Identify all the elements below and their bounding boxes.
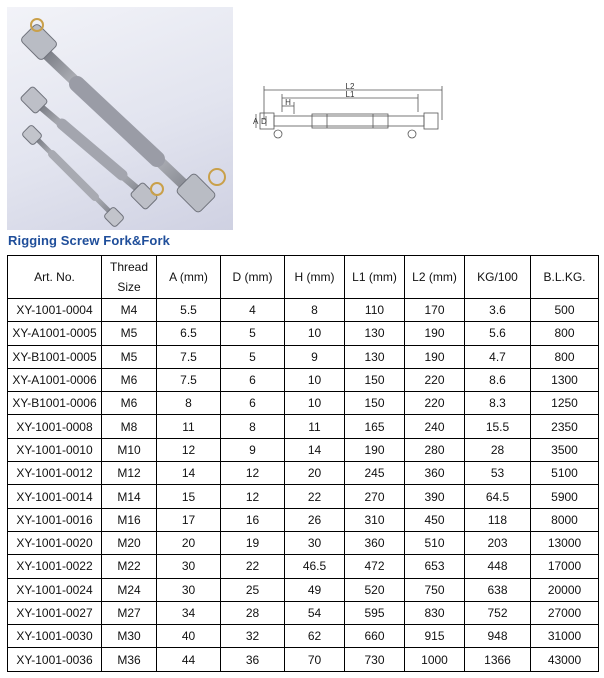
table-cell: 800: [531, 345, 599, 368]
table-cell: 520: [345, 578, 405, 601]
table-cell: 310: [345, 508, 405, 531]
table-cell: M12: [102, 462, 157, 485]
table-cell: 190: [345, 438, 405, 461]
table-cell: 595: [345, 601, 405, 624]
table-cell: M36: [102, 648, 157, 671]
table-cell: 20: [157, 531, 221, 554]
table-cell: 30: [157, 578, 221, 601]
table-cell: 750: [405, 578, 465, 601]
table-cell: 638: [465, 578, 531, 601]
table-cell: 360: [405, 462, 465, 485]
table-cell: XY-B1001-0006: [8, 392, 102, 415]
table-cell: 9: [221, 438, 285, 461]
table-cell: 5: [221, 322, 285, 345]
table-cell: XY-1001-0020: [8, 531, 102, 554]
product-photo: [7, 7, 233, 230]
table-cell: 270: [345, 485, 405, 508]
table-cell: M20: [102, 531, 157, 554]
table-cell: XY-1001-0024: [8, 578, 102, 601]
table-cell: XY-1001-0004: [8, 299, 102, 322]
column-header-text: B.L.KG.: [543, 270, 586, 284]
table-cell: 49: [285, 578, 345, 601]
table-cell: 22: [285, 485, 345, 508]
table-cell: 12: [157, 438, 221, 461]
table-cell: 5900: [531, 485, 599, 508]
table-cell: 16: [221, 508, 285, 531]
table-cell: 8.3: [465, 392, 531, 415]
table-cell: 752: [465, 601, 531, 624]
table-cell: 36: [221, 648, 285, 671]
table-row: [8, 299, 599, 322]
table-cell: 22: [221, 555, 285, 578]
table-cell: 20000: [531, 578, 599, 601]
table-cell: 220: [405, 392, 465, 415]
table-cell: M24: [102, 578, 157, 601]
column-header: [221, 256, 285, 299]
table-cell: 150: [345, 368, 405, 391]
table-cell: 27000: [531, 601, 599, 624]
column-header-text: L2 (mm): [412, 270, 457, 284]
table-cell: 10: [285, 368, 345, 391]
table-cell: 19: [221, 531, 285, 554]
table-cell: 245: [345, 462, 405, 485]
table-cell: 190: [405, 322, 465, 345]
table-cell: 5100: [531, 462, 599, 485]
column-header: [285, 256, 345, 299]
column-header-text: Size: [117, 280, 141, 294]
table-cell: XY-A1001-0006: [8, 368, 102, 391]
table-row: [8, 485, 599, 508]
table-cell: 2350: [531, 415, 599, 438]
table-cell: 653: [405, 555, 465, 578]
table-cell: 915: [405, 625, 465, 648]
specification-table: [7, 255, 599, 672]
table-cell: 62: [285, 625, 345, 648]
table-cell: 948: [465, 625, 531, 648]
table-cell: 190: [405, 345, 465, 368]
table-cell: 70: [285, 648, 345, 671]
table-row: [8, 531, 599, 554]
table-cell: 28: [221, 601, 285, 624]
table-cell: 6: [221, 392, 285, 415]
column-header: [8, 256, 102, 299]
product-title: Rigging Screw Fork&Fork: [8, 233, 170, 248]
table-header-row: [8, 256, 599, 299]
table-cell: 44: [157, 648, 221, 671]
table-cell: 5: [221, 345, 285, 368]
table-cell: 64.5: [465, 485, 531, 508]
table-cell: M16: [102, 508, 157, 531]
table-cell: XY-1001-0014: [8, 485, 102, 508]
table-cell: XY-1001-0010: [8, 438, 102, 461]
table-cell: XY-A1001-0005: [8, 322, 102, 345]
table-cell: 7.5: [157, 345, 221, 368]
table-cell: 830: [405, 601, 465, 624]
table-cell: M8: [102, 415, 157, 438]
table-cell: 6.5: [157, 322, 221, 345]
table-cell: 1000: [405, 648, 465, 671]
rigging-screw-schematic: [252, 82, 444, 142]
table-row: [8, 438, 599, 461]
table-cell: XY-1001-0008: [8, 415, 102, 438]
table-row: [8, 345, 599, 368]
table-cell: 26: [285, 508, 345, 531]
table-cell: M22: [102, 555, 157, 578]
table-cell: M5: [102, 345, 157, 368]
table-cell: 20: [285, 462, 345, 485]
table-cell: 6: [221, 368, 285, 391]
table-cell: 8000: [531, 508, 599, 531]
table-cell: 53: [465, 462, 531, 485]
table-row: [8, 648, 599, 671]
table-cell: 170: [405, 299, 465, 322]
table-cell: 448: [465, 555, 531, 578]
table-row: [8, 462, 599, 485]
table-row: [8, 601, 599, 624]
table-cell: XY-B1001-0005: [8, 345, 102, 368]
column-header: [465, 256, 531, 299]
table-cell: 3500: [531, 438, 599, 461]
table-row: [8, 415, 599, 438]
column-header: [102, 256, 157, 299]
column-header: [345, 256, 405, 299]
table-cell: 10: [285, 392, 345, 415]
table-cell: M30: [102, 625, 157, 648]
table-cell: 8: [285, 299, 345, 322]
table-cell: 8: [221, 415, 285, 438]
table-cell: 390: [405, 485, 465, 508]
table-row: [8, 508, 599, 531]
column-header-text: KG/100: [477, 270, 518, 284]
table-cell: 46.5: [285, 555, 345, 578]
table-cell: 34: [157, 601, 221, 624]
table-cell: M4: [102, 299, 157, 322]
table-cell: 14: [157, 462, 221, 485]
table-cell: M5: [102, 322, 157, 345]
table-cell: 203: [465, 531, 531, 554]
table-cell: 130: [345, 322, 405, 345]
table-cell: 15.5: [465, 415, 531, 438]
table-cell: XY-1001-0022: [8, 555, 102, 578]
table-cell: 220: [405, 368, 465, 391]
table-cell: 32: [221, 625, 285, 648]
table-row: [8, 322, 599, 345]
table-cell: 8: [157, 392, 221, 415]
table-cell: XY-1001-0016: [8, 508, 102, 531]
column-header-text: A (mm): [169, 270, 208, 284]
table-cell: 1366: [465, 648, 531, 671]
table-cell: XY-1001-0030: [8, 625, 102, 648]
table-cell: 165: [345, 415, 405, 438]
column-header-text: H (mm): [294, 270, 335, 284]
table-row: [8, 555, 599, 578]
table-cell: 10: [285, 322, 345, 345]
table-cell: M14: [102, 485, 157, 508]
table-cell: 800: [531, 322, 599, 345]
table-cell: 28: [465, 438, 531, 461]
table-cell: 500: [531, 299, 599, 322]
table-cell: 17000: [531, 555, 599, 578]
table-cell: 8.6: [465, 368, 531, 391]
table-body: [8, 299, 599, 672]
table-cell: 13000: [531, 531, 599, 554]
table-cell: 12: [221, 485, 285, 508]
column-header-text: D (mm): [232, 270, 273, 284]
table-cell: 130: [345, 345, 405, 368]
table-cell: 9: [285, 345, 345, 368]
table-cell: 17: [157, 508, 221, 531]
table-cell: 30: [157, 555, 221, 578]
table-cell: M6: [102, 368, 157, 391]
table-cell: M6: [102, 392, 157, 415]
table-cell: 25: [221, 578, 285, 601]
table-cell: 472: [345, 555, 405, 578]
table-cell: 240: [405, 415, 465, 438]
table-cell: 150: [345, 392, 405, 415]
table-cell: XY-1001-0012: [8, 462, 102, 485]
table-cell: M10: [102, 438, 157, 461]
table-cell: 4: [221, 299, 285, 322]
column-header: [157, 256, 221, 299]
table-cell: 7.5: [157, 368, 221, 391]
drawing-label-h: H: [285, 98, 291, 107]
table-cell: 31000: [531, 625, 599, 648]
table-cell: 660: [345, 625, 405, 648]
table-row: [8, 392, 599, 415]
table-cell: 43000: [531, 648, 599, 671]
table-row: [8, 368, 599, 391]
table-cell: 40: [157, 625, 221, 648]
table-cell: 15: [157, 485, 221, 508]
table-cell: 118: [465, 508, 531, 531]
column-header: [405, 256, 465, 299]
table-cell: 1300: [531, 368, 599, 391]
column-header: [531, 256, 599, 299]
drawing-label-l1: L1: [345, 90, 355, 99]
table-cell: 1250: [531, 392, 599, 415]
table-cell: 14: [285, 438, 345, 461]
drawing-label-d: D: [261, 117, 267, 126]
drawing-label-l2: L2: [345, 82, 355, 91]
table-cell: 30: [285, 531, 345, 554]
table-cell: 12: [221, 462, 285, 485]
table-cell: 11: [285, 415, 345, 438]
column-header-text: Art. No.: [34, 270, 75, 284]
table-cell: 4.7: [465, 345, 531, 368]
table-cell: 11: [157, 415, 221, 438]
table-cell: 5.6: [465, 322, 531, 345]
table-cell: 5.5: [157, 299, 221, 322]
table-cell: 510: [405, 531, 465, 554]
table-cell: 3.6: [465, 299, 531, 322]
column-header-text: L1 (mm): [352, 270, 397, 284]
table-cell: 54: [285, 601, 345, 624]
table-cell: 450: [405, 508, 465, 531]
column-header-text: Thread: [109, 260, 149, 274]
table-cell: 110: [345, 299, 405, 322]
table-row: [8, 578, 599, 601]
dimension-drawing: [252, 82, 444, 142]
rigging-screws-image: [7, 7, 233, 230]
table-cell: M27: [102, 601, 157, 624]
table-cell: 360: [345, 531, 405, 554]
table-row: [8, 625, 599, 648]
drawing-label-a: A: [253, 117, 259, 126]
table-cell: XY-1001-0036: [8, 648, 102, 671]
table-cell: XY-1001-0027: [8, 601, 102, 624]
table-cell: 730: [345, 648, 405, 671]
table-cell: 280: [405, 438, 465, 461]
